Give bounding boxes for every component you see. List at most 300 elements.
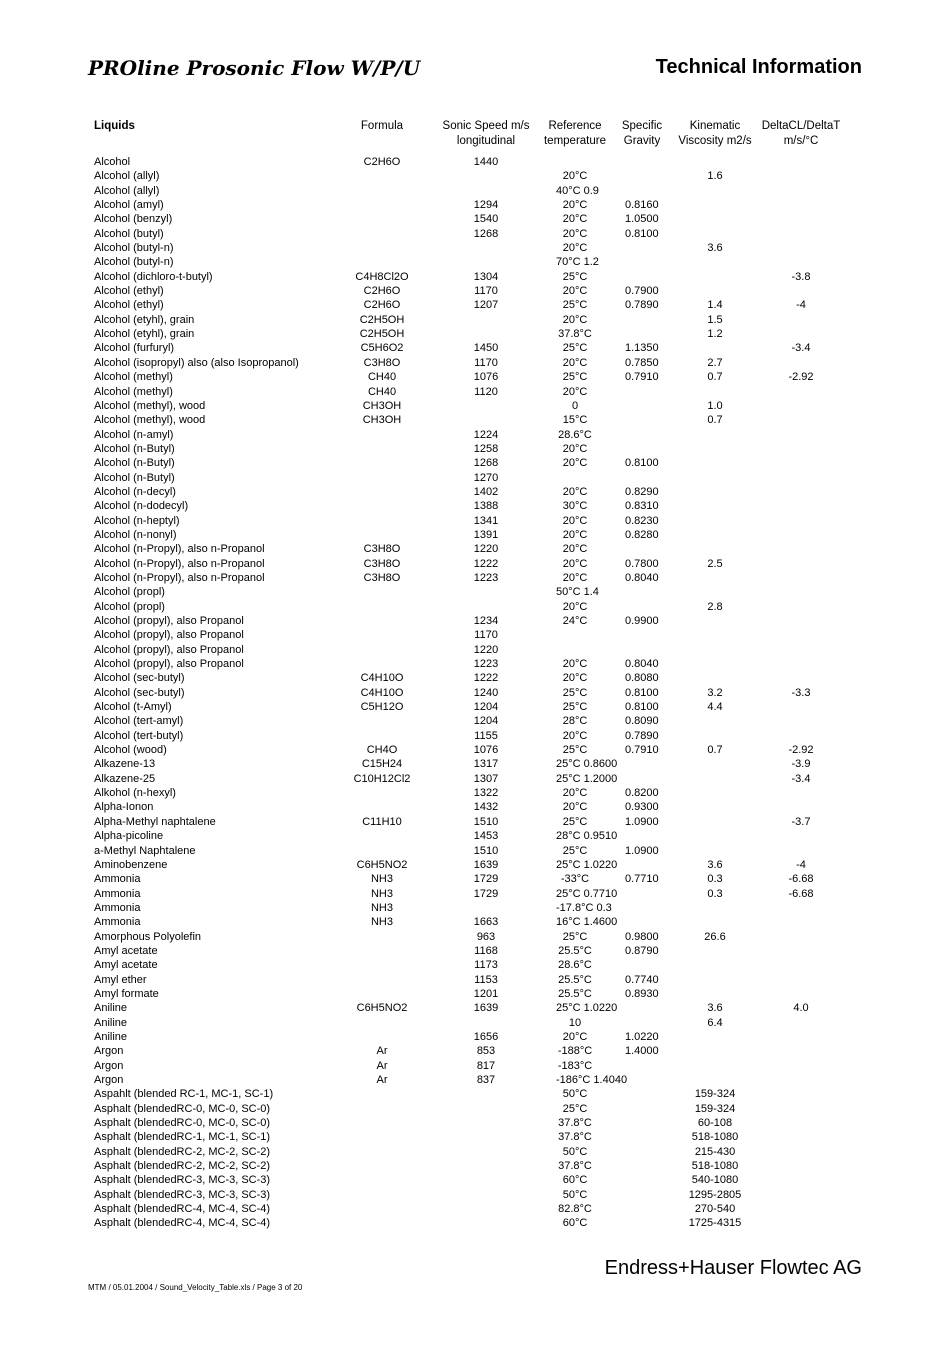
table-row bbox=[0, 485, 950, 499]
table-row bbox=[0, 284, 950, 298]
kinematic-viscosity: 60-108 bbox=[697, 1117, 733, 1130]
specific-gravity: 0.7850 bbox=[625, 356, 659, 369]
formula: CH3OH bbox=[362, 414, 402, 427]
liquid-name: Alcohol (n-Butyl) bbox=[94, 457, 175, 470]
table-row bbox=[0, 600, 950, 614]
reference-temperature: 25°C bbox=[562, 844, 588, 857]
table-row bbox=[0, 499, 950, 513]
footer-note: MTM / 05.01.2004 / Sound_Velocity_Table.xls / Page 3 of 20 bbox=[88, 1283, 303, 1292]
specific-gravity: 0.8290 bbox=[625, 485, 659, 498]
liquid-name: Alkohol (n-hexyl) bbox=[94, 787, 176, 800]
sonic-speed: 963 bbox=[476, 930, 496, 943]
company-name: Endress+Hauser Flowtec AG bbox=[604, 1257, 862, 1279]
specific-gravity: 0.8100 bbox=[625, 457, 659, 470]
reference-temperature: 20°C bbox=[562, 801, 588, 814]
formula: NH3 bbox=[370, 901, 393, 914]
formula: NH3 bbox=[370, 887, 393, 900]
kinematic-viscosity: 2.8 bbox=[707, 600, 723, 613]
table-row bbox=[0, 528, 950, 542]
liquid-name: a-Methyl Naphtalene bbox=[94, 844, 196, 857]
sonic-speed: 1391 bbox=[473, 528, 499, 541]
reference-temperature: 28°C 0.9510 bbox=[556, 830, 618, 843]
table-row bbox=[0, 585, 950, 599]
liquid-name: Alcohol (butyl) bbox=[94, 227, 164, 240]
liquid-name: Alcohol (n-Propyl), also n-Propanol bbox=[94, 571, 265, 584]
reference-temperature: 25°C 0.8600 bbox=[556, 758, 618, 771]
reference-temperature: 25.5°C bbox=[558, 987, 592, 1000]
reference-temperature: 25.5°C bbox=[558, 973, 592, 986]
formula: C4H10O bbox=[360, 686, 404, 699]
sonic-speed: 1155 bbox=[474, 729, 498, 742]
liquid-name: Alkazene-13 bbox=[94, 758, 156, 771]
specific-gravity: 0.9900 bbox=[625, 615, 659, 627]
formula: C6H5NO2 bbox=[356, 858, 408, 871]
table-row bbox=[0, 643, 950, 657]
liquid-name: Amyl acetate bbox=[94, 944, 158, 957]
reference-temperature: 50°C bbox=[562, 1145, 588, 1158]
liquid-name: Amyl ether bbox=[94, 973, 147, 986]
column-header-reference-temperature: Reference temperature bbox=[543, 120, 606, 147]
specific-gravity: 0.8100 bbox=[625, 227, 659, 240]
liquid-name: Alcohol (n-heptyl) bbox=[94, 514, 180, 527]
table-row bbox=[0, 700, 950, 714]
sonic-speed: 1204 bbox=[473, 715, 499, 728]
table-row bbox=[0, 987, 950, 1001]
liquid-name: Ammonia bbox=[94, 901, 141, 914]
kinematic-viscosity: 270-540 bbox=[694, 1203, 736, 1216]
table-row bbox=[0, 614, 950, 628]
table-row bbox=[0, 1102, 950, 1116]
specific-gravity: 0.8930 bbox=[625, 987, 659, 1000]
table-row bbox=[0, 1216, 950, 1230]
reference-temperature: 37.8°C bbox=[558, 1160, 592, 1173]
table-row bbox=[0, 1087, 950, 1101]
delta-cl: -6.68 bbox=[788, 873, 814, 886]
liquid-name: Aminobenzene bbox=[94, 858, 168, 871]
formula: C5H6O2 bbox=[360, 342, 404, 355]
sonic-speed: 1639 bbox=[473, 858, 499, 871]
table-row bbox=[0, 1188, 950, 1202]
liquid-name: Aniline bbox=[94, 1016, 128, 1029]
liquids-table bbox=[0, 155, 950, 1231]
kinematic-viscosity: 159-324 bbox=[694, 1102, 736, 1115]
specific-gravity: 0.7890 bbox=[625, 299, 659, 312]
table-row bbox=[0, 628, 950, 642]
liquid-name: Alcohol (propyl), also Propanol bbox=[94, 615, 244, 627]
specific-gravity: 1.1350 bbox=[625, 342, 659, 355]
liquid-name: Alcohol (etyhl), grain bbox=[94, 313, 195, 326]
kinematic-viscosity: 518-1080 bbox=[691, 1160, 739, 1173]
reference-temperature: 40°C 0.9 bbox=[556, 184, 599, 197]
table-row bbox=[0, 872, 950, 886]
kinematic-viscosity: 1295-2805 bbox=[688, 1188, 742, 1201]
section-title: Technical Information bbox=[655, 56, 862, 78]
formula: C2H5OH bbox=[359, 313, 405, 326]
liquid-name: Alcohol (amyl) bbox=[94, 199, 164, 212]
liquid-name: Alcohol (allyl) bbox=[94, 184, 160, 197]
sonic-speed: 817 bbox=[476, 1059, 496, 1072]
kinematic-viscosity: 0.3 bbox=[707, 873, 723, 886]
specific-gravity: 1.0900 bbox=[625, 815, 659, 828]
liquid-name: Alcohol (benzyl) bbox=[94, 213, 173, 226]
sonic-speed: 1201 bbox=[473, 987, 499, 1000]
reference-temperature: 20°C bbox=[562, 457, 588, 470]
formula: C2H6O bbox=[363, 156, 401, 168]
formula: NH3 bbox=[370, 873, 393, 886]
table-row bbox=[0, 385, 950, 399]
table-row bbox=[0, 686, 950, 700]
specific-gravity: 0.9800 bbox=[625, 930, 659, 943]
table-row bbox=[0, 1073, 950, 1087]
liquid-name: Alcohol (methyl) bbox=[94, 371, 173, 384]
table-row bbox=[0, 341, 950, 355]
sonic-speed: 1322 bbox=[473, 787, 499, 800]
liquid-name: Alcohol (tert-amyl) bbox=[94, 715, 184, 728]
liquid-name: Aspahlt (blended RC-1, MC-1, SC-1) bbox=[94, 1088, 274, 1101]
reference-temperature: -183°C bbox=[557, 1059, 593, 1072]
specific-gravity: 0.8160 bbox=[625, 199, 659, 212]
sonic-speed: 1270 bbox=[473, 471, 499, 484]
sonic-speed: 1120 bbox=[474, 385, 498, 398]
table-row bbox=[0, 772, 950, 786]
delta-cl: -3.8 bbox=[791, 270, 811, 283]
delta-cl: -4 bbox=[796, 858, 806, 871]
delta-cl: -4 bbox=[796, 299, 806, 312]
table-row bbox=[0, 1016, 950, 1030]
sonic-speed: 1222 bbox=[473, 557, 499, 570]
sonic-speed: 1207 bbox=[473, 299, 499, 312]
liquid-name: Asphalt (blendedRC-3, MC-3, SC-3) bbox=[94, 1174, 271, 1187]
reference-temperature: 15°C bbox=[562, 414, 588, 427]
kinematic-viscosity: 6.4 bbox=[707, 1016, 723, 1029]
table-row bbox=[0, 958, 950, 972]
liquid-name: Asphalt (blendedRC-4, MC-4, SC-4) bbox=[94, 1203, 271, 1216]
table-row bbox=[0, 571, 950, 585]
reference-temperature: 25°C bbox=[562, 686, 588, 699]
liquid-name: Argon bbox=[94, 1059, 124, 1072]
table-row bbox=[0, 557, 950, 571]
specific-gravity: 0.9300 bbox=[625, 801, 659, 814]
table-row bbox=[0, 800, 950, 814]
table-row bbox=[0, 356, 950, 370]
reference-temperature: 25°C bbox=[562, 299, 588, 312]
liquid-name: Ammonia bbox=[94, 873, 141, 886]
table-row bbox=[0, 428, 950, 442]
delta-cl: -6.68 bbox=[788, 887, 814, 900]
product-title: PROline Prosonic Flow W/P/U bbox=[88, 56, 421, 80]
liquid-name: Alcohol (propl) bbox=[94, 586, 165, 599]
specific-gravity: 0.8100 bbox=[625, 686, 659, 699]
liquid-name: Alcohol (etyhl), grain bbox=[94, 328, 195, 341]
reference-temperature: 25°C bbox=[562, 744, 588, 757]
table-row bbox=[0, 1116, 950, 1130]
table-row bbox=[0, 887, 950, 901]
reference-temperature: 20°C bbox=[562, 170, 588, 183]
liquid-name: Alcohol (t-Amyl) bbox=[94, 701, 172, 714]
kinematic-viscosity: 1.4 bbox=[707, 299, 723, 312]
table-row bbox=[0, 270, 950, 284]
reference-temperature: 37.8°C bbox=[558, 1131, 592, 1144]
table-row bbox=[0, 729, 950, 743]
sonic-speed: 1220 bbox=[473, 543, 499, 556]
reference-temperature: 28°C bbox=[562, 715, 588, 728]
table-row bbox=[0, 471, 950, 485]
delta-cl: -3.9 bbox=[791, 758, 811, 771]
reference-temperature: 20°C bbox=[562, 1030, 588, 1043]
sonic-speed: 1341 bbox=[473, 514, 499, 527]
liquid-name: Alcohol (wood) bbox=[94, 744, 167, 757]
specific-gravity: 0.7890 bbox=[625, 729, 659, 742]
kinematic-viscosity: 215-430 bbox=[694, 1145, 736, 1158]
specific-gravity: 0.7910 bbox=[625, 744, 659, 757]
reference-temperature: 0 bbox=[571, 399, 579, 412]
liquid-name: Alcohol (tert-butyl) bbox=[94, 729, 184, 742]
table-row bbox=[0, 241, 950, 255]
specific-gravity: 0.8310 bbox=[625, 500, 659, 513]
formula: CH3OH bbox=[362, 399, 402, 412]
liquid-name: Asphalt (blendedRC-2, MC-2, SC-2) bbox=[94, 1145, 271, 1158]
kinematic-viscosity: 2.7 bbox=[707, 356, 723, 369]
specific-gravity: 0.8100 bbox=[625, 701, 659, 714]
formula: CH4O bbox=[366, 744, 398, 757]
liquid-name: Alcohol (ethyl) bbox=[94, 285, 164, 298]
liquid-name: Amyl acetate bbox=[94, 959, 158, 972]
reference-temperature: 50°C bbox=[562, 1188, 588, 1201]
sonic-speed: 1388 bbox=[473, 500, 499, 513]
table-row bbox=[0, 184, 950, 198]
liquid-name: Alcohol (sec-butyl) bbox=[94, 672, 185, 685]
liquid-name: Alcohol (n-Butyl) bbox=[94, 471, 175, 484]
sonic-speed: 1173 bbox=[474, 959, 498, 972]
delta-cl: -2.92 bbox=[788, 371, 814, 384]
kinematic-viscosity: 540-1080 bbox=[691, 1174, 739, 1187]
liquid-name: Alcohol (allyl) bbox=[94, 170, 160, 183]
reference-temperature: 25°C bbox=[562, 815, 588, 828]
sonic-speed: 1234 bbox=[473, 615, 499, 627]
liquid-name: Argon bbox=[94, 1074, 124, 1086]
specific-gravity: 0.7910 bbox=[625, 371, 659, 384]
specific-gravity: 0.8090 bbox=[625, 715, 659, 728]
liquid-name: Alcohol bbox=[94, 156, 131, 168]
sonic-speed: 1170 bbox=[474, 629, 498, 642]
table-row bbox=[0, 743, 950, 757]
sonic-speed: 1170 bbox=[474, 285, 498, 298]
sonic-speed: 1729 bbox=[473, 887, 499, 900]
reference-temperature: 20°C bbox=[562, 285, 588, 298]
sonic-speed: 1639 bbox=[473, 1002, 499, 1015]
reference-temperature: 20°C bbox=[562, 313, 588, 326]
sonic-speed: 853 bbox=[476, 1045, 496, 1058]
reference-temperature: 25°C 1.0220 bbox=[556, 1002, 618, 1015]
liquid-name: Alcohol (n-decyl) bbox=[94, 485, 176, 498]
formula: Ar bbox=[376, 1059, 388, 1072]
liquid-name: Alcohol (butyl-n) bbox=[94, 242, 174, 255]
sonic-speed: 1204 bbox=[473, 701, 499, 714]
table-row bbox=[0, 399, 950, 413]
reference-temperature: 24°C bbox=[562, 615, 588, 627]
liquid-name: Asphalt (blendedRC-0, MC-0, SC-0) bbox=[94, 1117, 271, 1130]
liquid-name: Alcohol (sec-butyl) bbox=[94, 686, 185, 699]
liquid-name: Asphalt (blendedRC-1, MC-1, SC-1) bbox=[94, 1131, 271, 1144]
table-row bbox=[0, 1030, 950, 1044]
kinematic-viscosity: 3.6 bbox=[707, 858, 723, 871]
sonic-speed: 1294 bbox=[473, 199, 499, 212]
reference-temperature: 70°C 1.2 bbox=[556, 256, 599, 269]
formula: C3H8O bbox=[363, 557, 401, 570]
reference-temperature: -188°C bbox=[557, 1045, 593, 1058]
reference-temperature: -186°C 1.4040 bbox=[556, 1074, 628, 1086]
kinematic-viscosity: 159-324 bbox=[694, 1088, 736, 1101]
formula: C5H12O bbox=[360, 701, 404, 714]
reference-temperature: 60°C bbox=[562, 1217, 588, 1230]
liquid-name: Alcohol (propyl), also Propanol bbox=[94, 643, 244, 656]
liquid-name: Alcohol (propyl), also Propanol bbox=[94, 629, 244, 642]
reference-temperature: 20°C bbox=[562, 213, 588, 226]
table-row bbox=[0, 1159, 950, 1173]
sonic-speed: 1076 bbox=[473, 371, 499, 384]
sonic-speed: 1153 bbox=[474, 973, 498, 986]
reference-temperature: 50°C 1.4 bbox=[556, 586, 599, 599]
table-row bbox=[0, 198, 950, 212]
sonic-speed: 1440 bbox=[473, 156, 499, 168]
kinematic-viscosity: 3.6 bbox=[707, 242, 723, 255]
table-row bbox=[0, 1145, 950, 1159]
sonic-speed: 1170 bbox=[474, 356, 498, 369]
delta-cl: -2.92 bbox=[788, 744, 814, 757]
table-row bbox=[0, 255, 950, 269]
table-row bbox=[0, 757, 950, 771]
table-row bbox=[0, 169, 950, 183]
table-row bbox=[0, 844, 950, 858]
column-header-specific-gravity: Specific Gravity bbox=[621, 120, 663, 147]
specific-gravity: 0.8040 bbox=[625, 658, 659, 671]
table-row bbox=[0, 1130, 950, 1144]
liquid-name: Alcohol (n-dodecyl) bbox=[94, 500, 189, 513]
sonic-speed: 1222 bbox=[473, 672, 499, 685]
reference-temperature: 25°C bbox=[562, 1102, 588, 1115]
liquid-name: Alcohol (ethyl) bbox=[94, 299, 164, 312]
reference-temperature: 20°C bbox=[562, 571, 588, 584]
formula: C4H10O bbox=[360, 672, 404, 685]
table-row bbox=[0, 442, 950, 456]
sonic-speed: 1224 bbox=[473, 428, 499, 441]
kinematic-viscosity: 0.7 bbox=[707, 414, 723, 427]
formula: C2H6O bbox=[363, 285, 401, 298]
specific-gravity: 0.8230 bbox=[625, 514, 659, 527]
table-row bbox=[0, 930, 950, 944]
table-row bbox=[0, 714, 950, 728]
reference-temperature: 25°C 0.7710 bbox=[556, 887, 618, 900]
sonic-speed: 1656 bbox=[473, 1030, 499, 1043]
delta-cl: 4.0 bbox=[793, 1002, 809, 1015]
table-row bbox=[0, 657, 950, 671]
sonic-speed: 1304 bbox=[473, 270, 499, 283]
reference-temperature: 20°C bbox=[562, 729, 588, 742]
liquid-name: Alcohol (propyl), also Propanol bbox=[94, 658, 244, 671]
reference-temperature: 20°C bbox=[562, 227, 588, 240]
column-header-liquids: Liquids bbox=[94, 120, 135, 132]
kinematic-viscosity: 518-1080 bbox=[691, 1131, 739, 1144]
liquid-name: Alcohol (methyl), wood bbox=[94, 399, 206, 412]
specific-gravity: 0.8280 bbox=[625, 528, 659, 541]
table-row bbox=[0, 327, 950, 341]
reference-temperature: 25°C bbox=[562, 342, 588, 355]
reference-temperature: 20°C bbox=[562, 672, 588, 685]
formula: CH40 bbox=[367, 385, 397, 398]
table-row bbox=[0, 1001, 950, 1015]
liquid-name: Alcohol (methyl) bbox=[94, 385, 173, 398]
specific-gravity: 1.4000 bbox=[625, 1045, 659, 1058]
table-row bbox=[0, 901, 950, 915]
sonic-speed: 1268 bbox=[473, 227, 499, 240]
formula: C11H10 bbox=[362, 815, 402, 828]
table-row bbox=[0, 1173, 950, 1187]
formula: C15H24 bbox=[361, 758, 403, 771]
specific-gravity: 0.8080 bbox=[625, 672, 659, 685]
formula: C10H12Cl2 bbox=[353, 772, 411, 785]
sonic-speed: 1432 bbox=[473, 801, 499, 814]
table-row bbox=[0, 915, 950, 929]
reference-temperature: 60°C bbox=[562, 1174, 588, 1187]
liquid-name: Alcohol (n-Propyl), also n-Propanol bbox=[94, 557, 265, 570]
sonic-speed: 1729 bbox=[473, 873, 499, 886]
reference-temperature: 20°C bbox=[562, 242, 588, 255]
liquid-name: Alpha-Methyl naphtalene bbox=[94, 815, 216, 828]
column-header-formula: Formula bbox=[360, 120, 404, 132]
liquid-name: Argon bbox=[94, 1045, 124, 1058]
sonic-speed: 837 bbox=[476, 1074, 496, 1086]
delta-cl: -3.3 bbox=[791, 686, 811, 699]
liquid-name: Alpha-Ionon bbox=[94, 801, 154, 814]
specific-gravity: 0.8790 bbox=[625, 944, 659, 957]
reference-temperature: 25.5°C bbox=[558, 944, 592, 957]
reference-temperature: 20°C bbox=[562, 528, 588, 541]
specific-gravity: 1.0500 bbox=[625, 213, 659, 226]
sonic-speed: 1258 bbox=[473, 442, 499, 455]
reference-temperature: 20°C bbox=[562, 658, 588, 671]
table-row bbox=[0, 1044, 950, 1058]
reference-temperature: 20°C bbox=[562, 787, 588, 800]
sonic-speed: 1510 bbox=[473, 815, 499, 828]
table-row bbox=[0, 212, 950, 226]
table-row bbox=[0, 413, 950, 427]
reference-temperature: 20°C bbox=[562, 199, 588, 212]
sonic-speed: 1220 bbox=[473, 643, 499, 656]
formula: C3H8O bbox=[363, 571, 401, 584]
formula: C2H5OH bbox=[359, 328, 405, 341]
column-header-delta-cl: DeltaCL/DeltaT m/s/°C bbox=[761, 120, 841, 147]
delta-cl: -3.4 bbox=[791, 342, 811, 355]
liquid-name: Alcohol (methyl), wood bbox=[94, 414, 206, 427]
specific-gravity: 0.7740 bbox=[625, 973, 659, 986]
table-row bbox=[0, 313, 950, 327]
sonic-speed: 1076 bbox=[473, 744, 499, 757]
reference-temperature: 25°C bbox=[562, 371, 588, 384]
liquid-name: Alcohol (n-nonyl) bbox=[94, 528, 177, 541]
liquid-name: Alcohol (n-amyl) bbox=[94, 428, 174, 441]
table-row bbox=[0, 829, 950, 843]
table-row bbox=[0, 1059, 950, 1073]
table-row bbox=[0, 786, 950, 800]
table-row bbox=[0, 227, 950, 241]
reference-temperature: 16°C 1.4600 bbox=[556, 916, 618, 929]
specific-gravity: 1.0220 bbox=[625, 1030, 659, 1043]
delta-cl: -3.4 bbox=[791, 772, 811, 785]
table-row bbox=[0, 456, 950, 470]
reference-temperature: 10 bbox=[568, 1016, 582, 1029]
kinematic-viscosity: 3.2 bbox=[707, 686, 723, 699]
specific-gravity: 0.7710 bbox=[625, 873, 659, 886]
